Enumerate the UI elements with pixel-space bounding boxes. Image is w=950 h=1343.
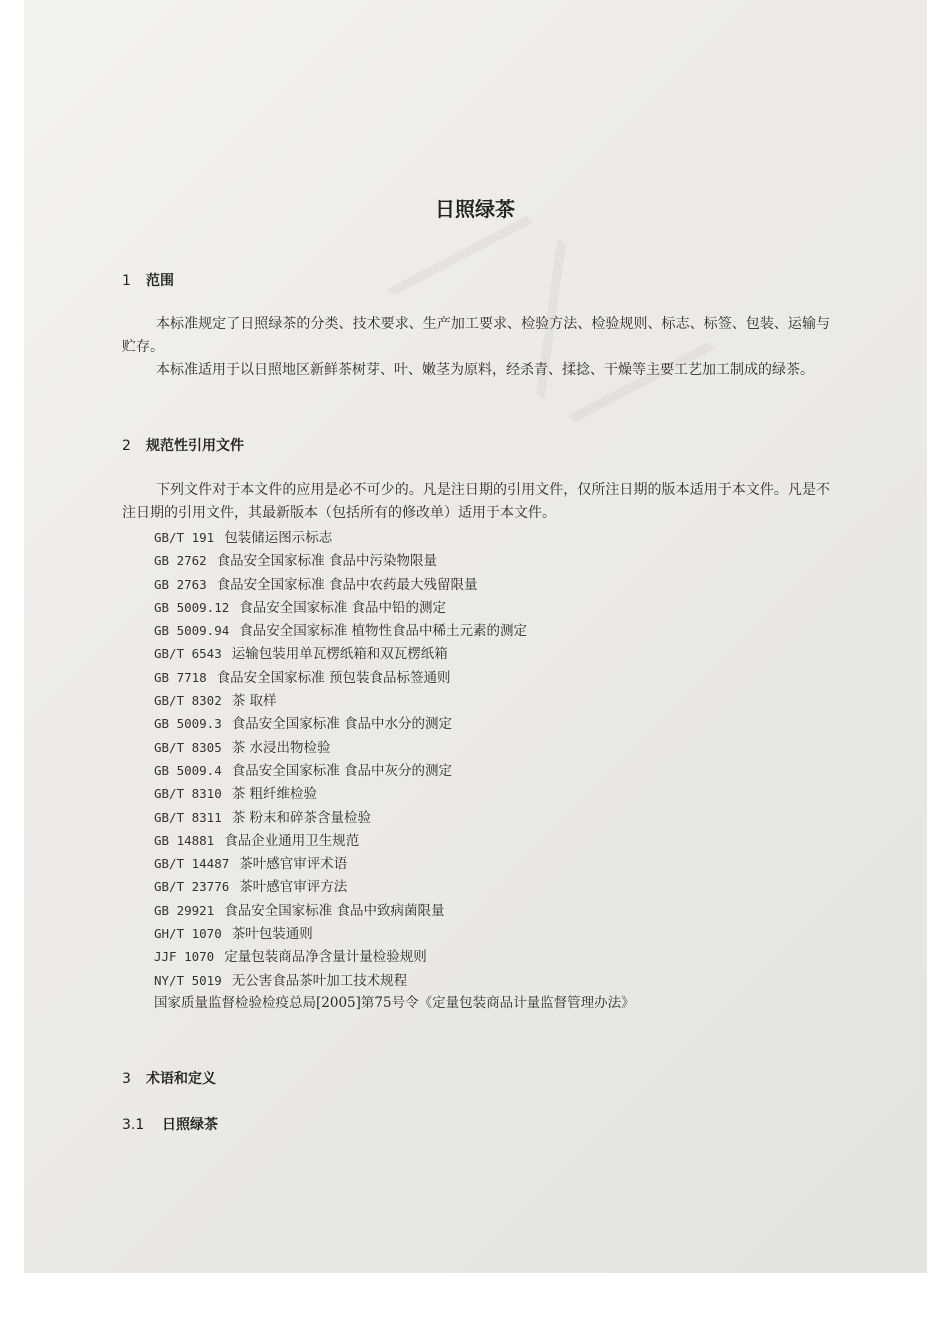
reference-item [154,689,635,712]
reference-code: GH/T 1070 [154,926,222,942]
reference-item [154,782,635,805]
reference-title: 包装储运图示标志 [224,530,333,546]
reference-item [154,526,635,549]
reference-title: 食品安全国家标准 食品中农药最大残留限量 [216,576,478,593]
reference-item [154,759,635,782]
reference-title: 定量包装商品净含量计量检验规则 [224,949,427,966]
reference-item [154,806,635,829]
reference-title: 食品安全国家标准 食品中灰分的测定 [231,762,453,779]
reference-title: 茶 取样 [231,693,277,710]
section-2-heading [122,435,244,455]
reference-code: GB/T 8311 [154,809,222,825]
section-number: 2 [122,438,131,454]
section-number: 3.1 [122,1117,145,1133]
reference-title: 食品安全国家标准 食品中致病菌限量 [224,902,445,919]
reference-title: 食品安全国家标准 植物性食品中稀土元素的测定 [239,623,528,640]
reference-title: 无公害食品茶叶加工技术规程 [231,972,408,989]
reference-item [154,736,635,759]
section-title: 日照绿茶 [162,1117,218,1133]
reference-item [154,875,635,898]
reference-code: GB/T 8302 [154,693,222,709]
reference-code: NY/T 5019 [154,972,222,988]
reference-title: 茶 粉末和碎茶含量检验 [231,809,372,826]
reference-title: 茶 粗纤维检验 [231,786,318,803]
reference-title: 食品安全国家标准 预包装食品标签通则 [216,669,451,686]
reference-title: 食品安全国家标准 食品中铅的测定 [239,599,447,616]
reference-item [154,549,635,572]
reference-code: GB 5009.4 [154,762,222,778]
reference-item [154,596,635,619]
reference-title: 国家质量监督检验检疫总局[2005]第75号令《定量包装商品计量监督管理办法》 [154,994,635,1011]
section-2-paragraph-1: 下列文件对于本文件的应用是必不可少的。凡是注日期的引用文件，仅所注日期的版本适用于本文件。凡是不注日期的引用文件，其最新版本（包括所有的修改单）适用于本文件。 [122,482,830,521]
reference-item [154,852,635,875]
reference-code: GB/T 14487 [154,856,230,872]
reference-code: GB 14881 [154,832,215,848]
reference-item [154,712,635,735]
section-number: 1 [122,273,131,289]
reference-title: 食品企业通用卫生规范 [224,832,360,849]
section-3-heading [122,1068,216,1088]
reference-title: 茶叶包装通则 [231,926,313,943]
reference-code: GB/T 6543 [154,646,222,662]
section-title: 术语和定义 [146,1071,216,1087]
reference-title: 茶 水浸出物检验 [231,739,331,756]
reference-item [154,619,635,642]
reference-item [154,829,635,852]
reference-title: 食品安全国家标准 食品中水分的测定 [231,716,453,733]
reference-code: GB/T 191 [154,530,215,545]
reference-code: GB/T 23776 [154,879,230,895]
reference-code: GB/T 8310 [154,786,222,802]
reference-code: GB 29921 [154,902,215,918]
reference-title: 茶叶感官审评术语 [239,856,348,873]
section-1-paragraph-2: 本标准适用于以日照地区新鲜茶树芽、叶、嫩茎为原料，经杀青、揉捻、干燥等主要工艺加工制成的绿茶。 [156,362,814,378]
reference-code: GB 7718 [154,669,207,685]
section-3-1-heading [122,1114,218,1134]
reference-item [154,922,635,945]
section-1-paragraph-1: 本标准规定了日照绿茶的分类、技术要求、生产加工要求、检验方法、检验规则、标志、标签、包装、运输与贮存。 [122,316,830,355]
section-title: 范围 [146,273,174,289]
reference-item [154,992,635,1015]
reference-code: GB/T 8305 [154,739,222,755]
reference-code: GB 5009.94 [154,623,230,639]
reference-list [154,526,635,1015]
section-1-heading [122,270,174,290]
reference-item [154,642,635,665]
reference-item [154,945,635,968]
section-number: 3 [122,1071,131,1087]
section-title: 规范性引用文件 [146,438,244,454]
reference-code: JJF 1070 [154,949,215,965]
reference-title: 运输包装用单瓦楞纸箱和双瓦楞纸箱 [231,646,448,663]
document-title: 日照绿茶 [435,197,515,221]
reference-title: 茶叶感官审评方法 [239,879,348,896]
reference-code: GB 5009.3 [154,716,222,732]
reference-title: 食品安全国家标准 食品中污染物限量 [216,553,437,570]
reference-item [154,573,635,596]
reference-item [154,899,635,922]
reference-code: GB 2763 [154,576,207,592]
reference-item [154,969,635,992]
reference-code: GB 5009.12 [154,599,230,615]
reference-item [154,666,635,689]
reference-code: GB 2762 [154,553,207,569]
